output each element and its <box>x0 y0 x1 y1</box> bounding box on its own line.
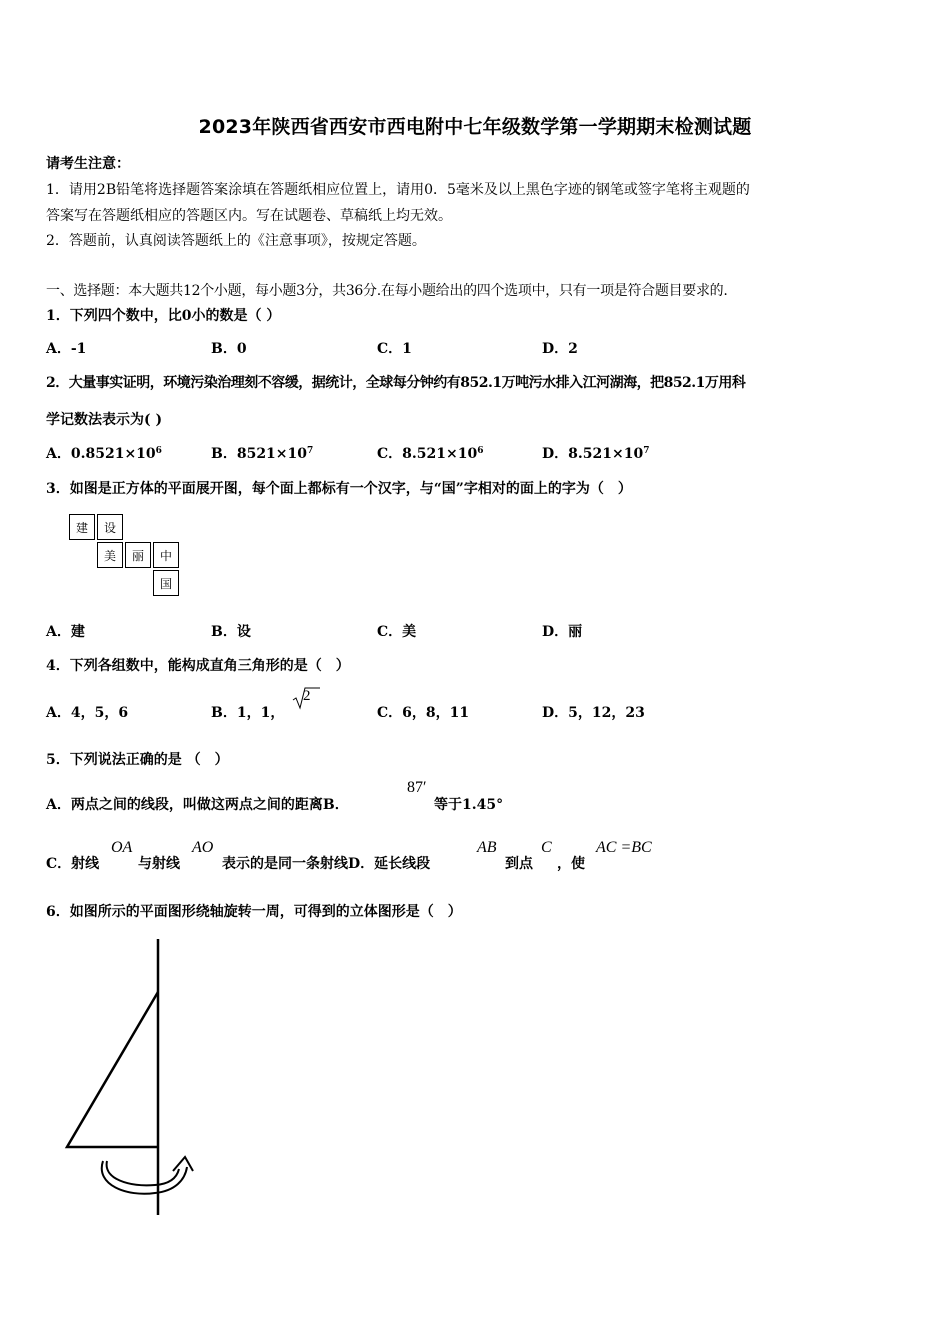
q4-option-a: A．4，5，6 <box>46 705 129 721</box>
q2-option-a: A．$0.8521\times 10^6$ <box>46 446 162 462</box>
section-1-heading: 一、选择题：本大题共12个小题，每小题3分，共36分.在每小题给出的四个选项中，只有一项是符合题目要求的. <box>46 283 728 299</box>
net-face-jian: 建 <box>69 514 95 540</box>
question-3-stem: 3．如图是正方体的平面展开图，每个面上都标有一个汉字，与“国”字相对的面上的字为（ ） <box>46 481 632 497</box>
q5-math-c: C <box>541 839 552 856</box>
q3-option-c: C．美 <box>377 624 417 640</box>
right-triangle <box>67 992 158 1147</box>
q2-option-b: B．$8521\times 10^7$ <box>211 446 314 462</box>
question-2-stem-line-2: 学记数法表示为( ) <box>46 412 163 428</box>
q5-option-c-part-1: C．射线 <box>46 856 100 872</box>
q2-option-c: C．$8.521\times 10^6$ <box>377 446 484 462</box>
q5-math-oa: OA <box>111 839 133 856</box>
q4-option-d: D．5，12，23 <box>542 705 645 721</box>
notice-line-3: 2．答题前，认真阅读答题纸上的《注意事项》，按规定答题。 <box>46 233 426 249</box>
rotation-figure <box>55 935 205 1220</box>
q5-math-87-minutes: 87′ <box>407 779 427 796</box>
q1-option-c: C．1 <box>377 341 412 357</box>
q2-option-d: D．$8.521\times 10^7$ <box>542 446 650 462</box>
net-face-zhong: 中 <box>153 542 179 568</box>
q1-option-a: A．-1 <box>46 341 87 357</box>
q5-math-ac-eq-bc: AC =BC <box>596 839 652 856</box>
q3-option-b: B．设 <box>211 624 251 640</box>
net-face-guo: 国 <box>153 570 179 596</box>
q4-option-b: B．1，1， <box>211 705 285 721</box>
question-2-stem-line-1: 2．大量事实证明，环境污染治理刻不容缓，据统计，全球每分钟约有852.1万吨污水排入江河湖海，把852.1万用科 <box>46 375 746 391</box>
q5-option-d-part-3: ，使 <box>557 856 585 872</box>
question-1-stem: 1．下列四个数中，比0小的数是（ ） <box>46 308 281 324</box>
question-4-stem: 4．下列各组数中，能构成直角三角形的是（ ） <box>46 658 350 674</box>
q4-option-c: C．6，8，11 <box>377 705 470 721</box>
q5-math-ab: AB <box>477 839 497 856</box>
q3-option-d: D．丽 <box>542 624 583 640</box>
notice-heading: 请考生注意： <box>46 156 130 172</box>
notice-line-2: 答案写在答题纸相应的答题区内。写在试题卷、草稿纸上均无效。 <box>46 208 452 224</box>
q1-option-d: D．2 <box>542 341 578 357</box>
q5-option-b-tail: 等于1.45° <box>434 797 504 813</box>
q1-option-b: B．0 <box>211 341 247 357</box>
notice-line-1: 1．请用2B铅笔将选择题答案涂填在答题纸相应位置上，请用0．5毫米及以上黑色字迹的钢笔或签字笔将主观题的 <box>46 182 750 198</box>
q5-option-d-part-2: 到点 <box>505 856 533 872</box>
q5-option-c-part-2: 与射线 <box>138 856 180 872</box>
page-title: 2023年陕西省西安市西电附中七年级数学第一学期期末检测试题 <box>198 116 752 138</box>
q5-math-ao: AO <box>192 839 214 856</box>
net-face-she: 设 <box>97 514 123 540</box>
q5-option-c-part-3: 表示的是同一条射线D．延长线段 <box>222 856 431 872</box>
rotation-arrow-icon <box>102 1157 193 1194</box>
net-face-mei: 美 <box>97 542 123 568</box>
q5-option-a-b: A．两点之间的线段，叫做这两点之间的距离B． <box>46 797 349 813</box>
question-6-stem: 6．如图所示的平面图形绕轴旋转一周，可得到的立体图形是（ ） <box>46 904 462 920</box>
question-5-stem: 5．下列说法正确的是 （ ） <box>46 752 229 768</box>
sqrt-argument: 2 <box>303 688 311 704</box>
q3-option-a: A．建 <box>46 624 85 640</box>
net-face-li: 丽 <box>125 542 151 568</box>
